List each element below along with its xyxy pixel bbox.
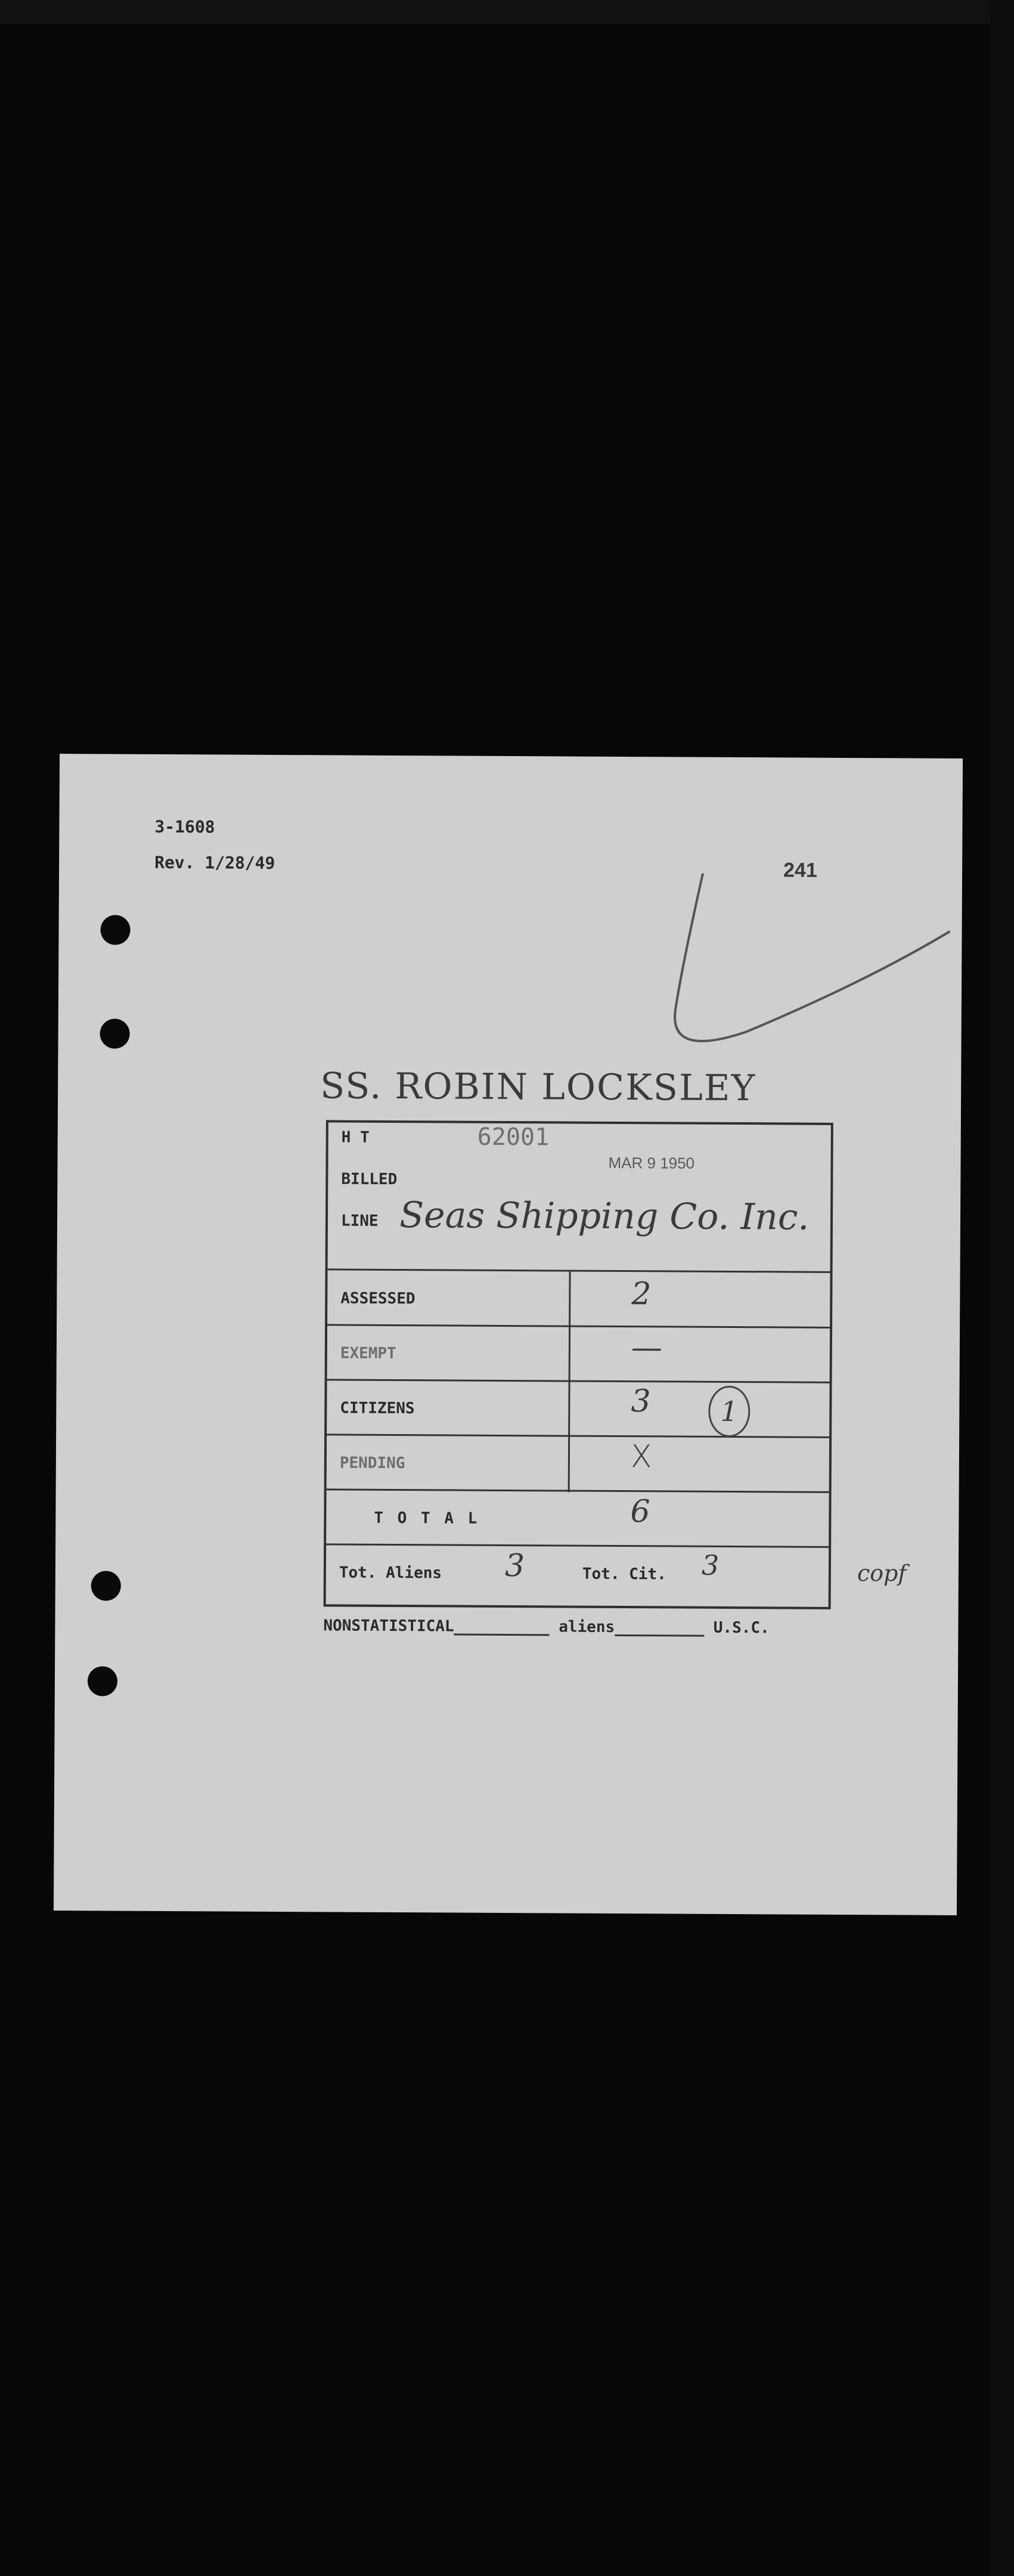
check-mark-stroke (657, 861, 956, 1060)
divider (327, 1324, 830, 1328)
film-edge-top (0, 0, 1014, 24)
divider (328, 1268, 830, 1272)
citizens-label: CITIZENS (340, 1399, 415, 1418)
nonstatistical-label: NONSTATISTICAL (323, 1617, 454, 1636)
revision-date: Rev. 1/28/49 (154, 852, 275, 873)
date-stamp: MAR 9 1950 (608, 1153, 695, 1172)
line-label: LINE (340, 1212, 379, 1230)
punch-hole (100, 915, 130, 945)
blank-field (454, 1634, 550, 1636)
divider (326, 1543, 829, 1547)
film-edge-right (990, 0, 1014, 2576)
punch-hole (91, 1571, 121, 1600)
pending-value: X (630, 1439, 652, 1475)
page-number: 241 (783, 859, 817, 882)
line-value: Seas Shipping Co. Inc. (399, 1194, 810, 1239)
total-label: T O T A L (374, 1509, 480, 1528)
manifest-form-box (324, 1120, 833, 1609)
ht-number: 62001 (477, 1123, 550, 1151)
divider (327, 1433, 829, 1438)
tot-aliens-label: Tot. Aliens (339, 1563, 442, 1583)
form-number: 3-1608 (154, 816, 215, 837)
billed-label: BILLED (341, 1170, 398, 1189)
circled-note: 1 (708, 1386, 750, 1437)
divider (327, 1379, 830, 1383)
margin-initials: copf (857, 1560, 907, 1587)
blank-field (615, 1634, 704, 1637)
pending-label: PENDING (339, 1454, 405, 1473)
assessed-value: 2 (631, 1276, 652, 1312)
tot-cit-label: Tot. Cit. (582, 1565, 666, 1584)
punch-hole (100, 1018, 130, 1048)
citizens-value: 3 (631, 1383, 651, 1420)
aliens-label: aliens (559, 1618, 615, 1636)
exempt-label: EXEMPT (340, 1344, 396, 1363)
ht-label: H T (341, 1128, 370, 1147)
tot-cit-value: 3 (701, 1549, 720, 1581)
tot-aliens-value: 3 (504, 1547, 525, 1584)
nonstatistical-line (323, 1617, 769, 1637)
document-card (54, 754, 963, 1915)
assessed-label: ASSESSED (340, 1289, 415, 1308)
ship-name: SS. ROBIN LOCKSLEY (320, 1065, 756, 1110)
total-value: 6 (630, 1494, 650, 1530)
punch-hole (88, 1666, 117, 1696)
exempt-value: — (631, 1330, 663, 1366)
usc-label: U.S.C. (713, 1618, 770, 1637)
divider (327, 1488, 829, 1493)
